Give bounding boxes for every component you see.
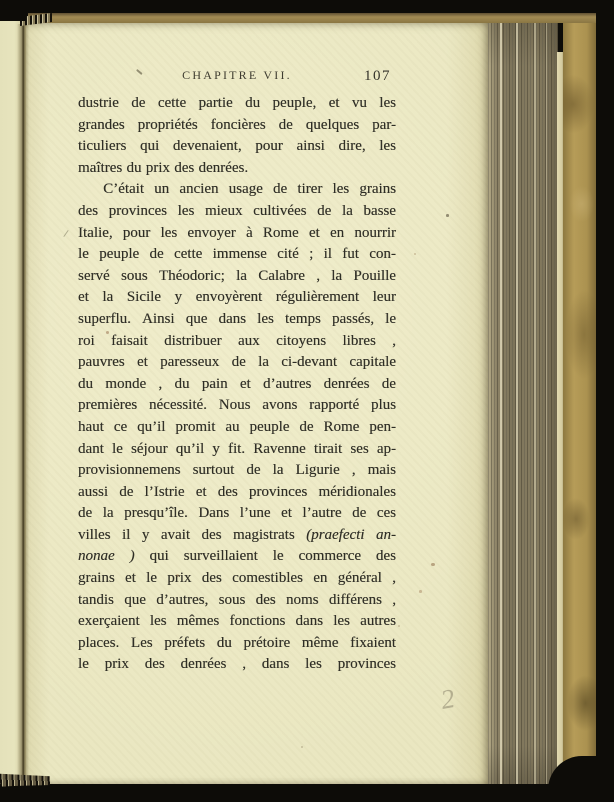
foxing-spot [419,590,422,593]
page-body [78,95,396,678]
foxing-spot [414,253,416,255]
page-edge-highlight [500,20,502,792]
foxing-spot [106,331,109,334]
background-top [0,0,614,13]
text-line: C’était un ancien usage de tirer les grains [103,181,396,198]
text-line: ticuliers qui devenaient, pour ainsi dire, les [78,138,396,155]
text-line: exerçaient les mêmes fonctions dans les autres [78,613,396,630]
foxing-spot [301,746,303,748]
text-line: roi faisait distribuer aux citoyens libres , [78,332,396,349]
page-header-row [78,68,396,95]
gutter-crease [17,24,29,782]
background-bottom [0,784,614,802]
book-head-edge [28,12,598,23]
page-number: 107 [364,68,391,84]
book-cover-edge [563,12,597,780]
text-line: de la presqu’île. Dans l’une et l’autre de ces [78,505,396,522]
background-right [596,0,614,802]
text-line: grandes propriétés foncières de quelques par- [78,116,396,133]
background-top-left [0,0,26,21]
foxing-spot [176,574,179,577]
foxing-spot [398,625,400,627]
text-line: Italie, pour les envoyer à Rome et en nourrir [78,224,396,241]
text-line: nonae ) qui surveillaient le commerce des [78,548,396,565]
text-line: maîtres du prix des denrées. [78,159,249,176]
text-line: servé sous Théodoric; la Calabre , la Pouille [78,267,396,284]
text-line: grains et le prix des comestibles en général , [78,570,396,587]
text-line: tandis que d’autres, sous des noms différens , [78,591,396,608]
running-header: CHAPITRE VII. [182,68,292,82]
text-line: le peuple de cette immense cité ; il fut con- [78,246,396,263]
foxing-spot [431,563,435,566]
page-edge-highlight [534,20,536,792]
text-line: des provinces les mieux cultivées de la basse [78,202,396,219]
text-line: pauvres et paresseux de la ci-devant capitale [78,354,396,371]
text-line: et la Sicile y envoyèrent régulièrement leur [78,289,396,306]
text-line: dustrie de cette partie du peuple, et vu les [78,95,396,111]
text-line: le prix des denrées , dans les provinces [78,656,396,673]
foxing-spot [446,214,449,217]
text-line: dant le séjour qu’il y fit. Ravenne tirait ses ap- [78,440,396,457]
pencil-mark: 2 [438,683,457,715]
page-edge-highlight [546,20,547,792]
text-line: superflu. Ainsi que dans les temps passés, le [78,310,396,327]
text-line: haut ce qu’il promit au peuple de Rome pen- [78,418,396,435]
page-edge-highlight [516,20,518,792]
text-line: premières nécessité. Nous avons rapporté plus [78,397,396,414]
text-line: aussi de l’Istrie et des provinces méridionales [78,483,396,500]
book-page [26,22,488,784]
text-line: villes il y avait des magistrats (praefecti an- [78,526,396,543]
text-block [78,68,396,678]
text-line: du monde , du pain et d’autres denrées de [78,375,396,392]
text-line: provisionnemens surtout de la Ligurie , mais [78,462,396,479]
page-stack-fore-edge [488,20,558,792]
ink-blemish [63,230,68,237]
text-line: places. Les préfets du prétoire même fixaient [78,634,396,651]
